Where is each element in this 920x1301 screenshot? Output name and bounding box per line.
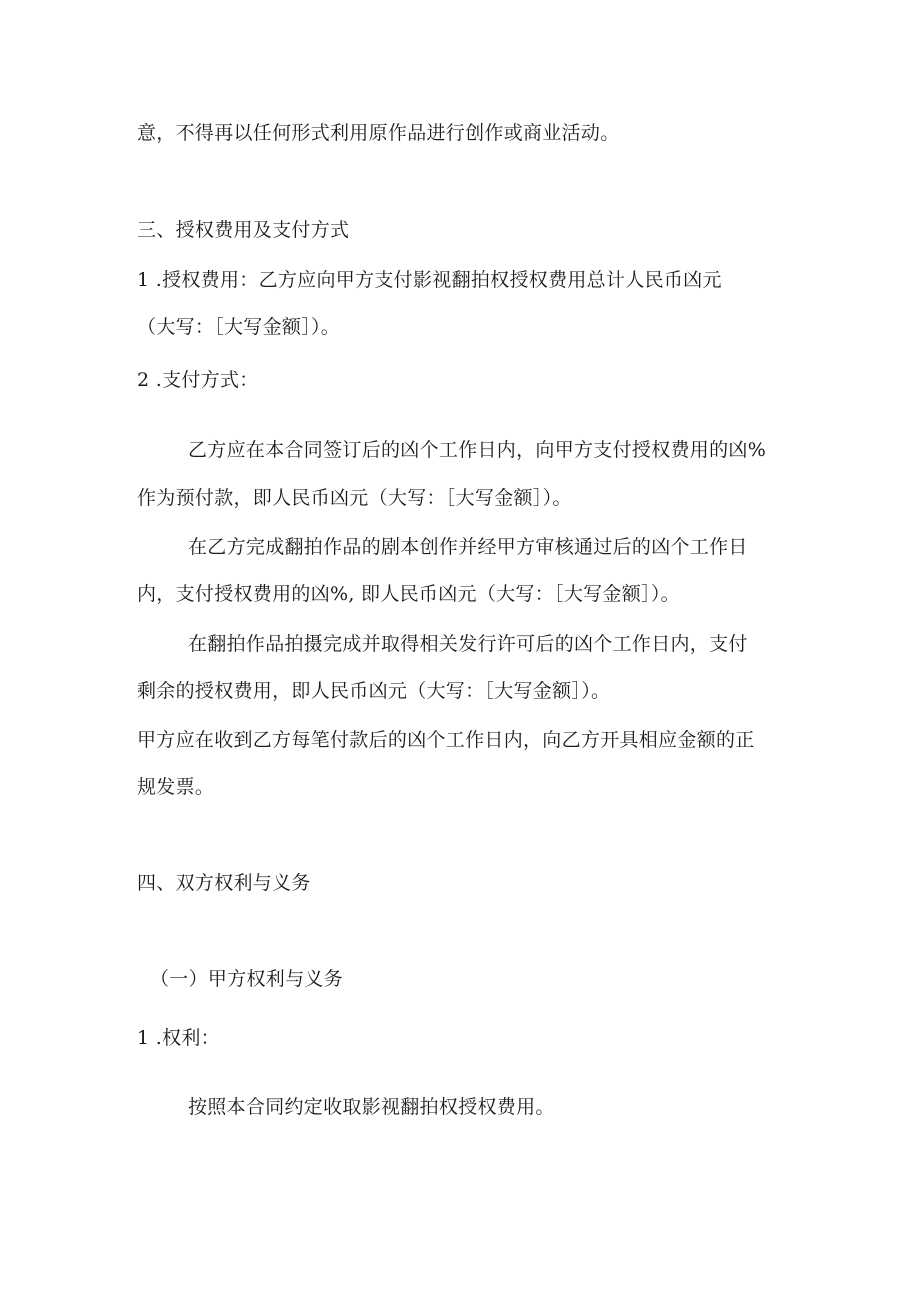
payment-item-1-line-2: 作为预付款，即人民币凶元（大写：［大写金额］）。 xyxy=(137,487,572,509)
payment-item-1-line-1: 乙方应在本合同签订后的凶个工作日内，向甲方支付授权费用的凶% xyxy=(188,439,767,461)
paragraph-continuation: 意，不得再以任何形式利用原作品进行创作或商业活动。 xyxy=(137,122,620,144)
clause-3-1-line-1: 1 .授权费用：乙方应向甲方支付影视翻拍权授权费用总计人民币凶元 xyxy=(137,269,722,291)
payment-item-2-line-1: 在乙方完成翻拍作品的剧本创作并经甲方审核通过后的凶个工作日 xyxy=(188,536,748,558)
clause-3-2-heading: 2 .支付方式： xyxy=(137,369,259,391)
rights-heading: 1 .权利： xyxy=(137,1027,220,1049)
invoice-clause-line-1: 甲方应在收到乙方每笔付款后的凶个工作日内，向乙方开具相应金额的正 xyxy=(137,729,755,751)
payment-item-3-line-1: 在翻拍作品拍摄完成并取得相关发行许可后的凶个工作日内，支付 xyxy=(188,633,748,655)
invoice-clause-line-2: 规发票。 xyxy=(137,776,215,798)
clause-3-1-line-2: （大写：［大写金额］）。 xyxy=(137,316,341,338)
payment-item-2-line-2: 内，支付授权费用的凶%, 即人民币凶元（大写：［大写金额］）。 xyxy=(137,583,680,605)
payment-item-3-line-2: 剩余的授权费用，即人民币凶元（大写：［大写金额］）。 xyxy=(137,680,611,702)
rights-item-1: 按照本合同约定收取影视翻拍权授权费用。 xyxy=(188,1096,555,1118)
section-heading-3: 三、授权费用及支付方式 xyxy=(137,219,350,241)
section-heading-4: 四、双方权利与义务 xyxy=(137,872,311,894)
subsection-heading-party-a: （一）甲方权利与义务 xyxy=(150,968,344,990)
